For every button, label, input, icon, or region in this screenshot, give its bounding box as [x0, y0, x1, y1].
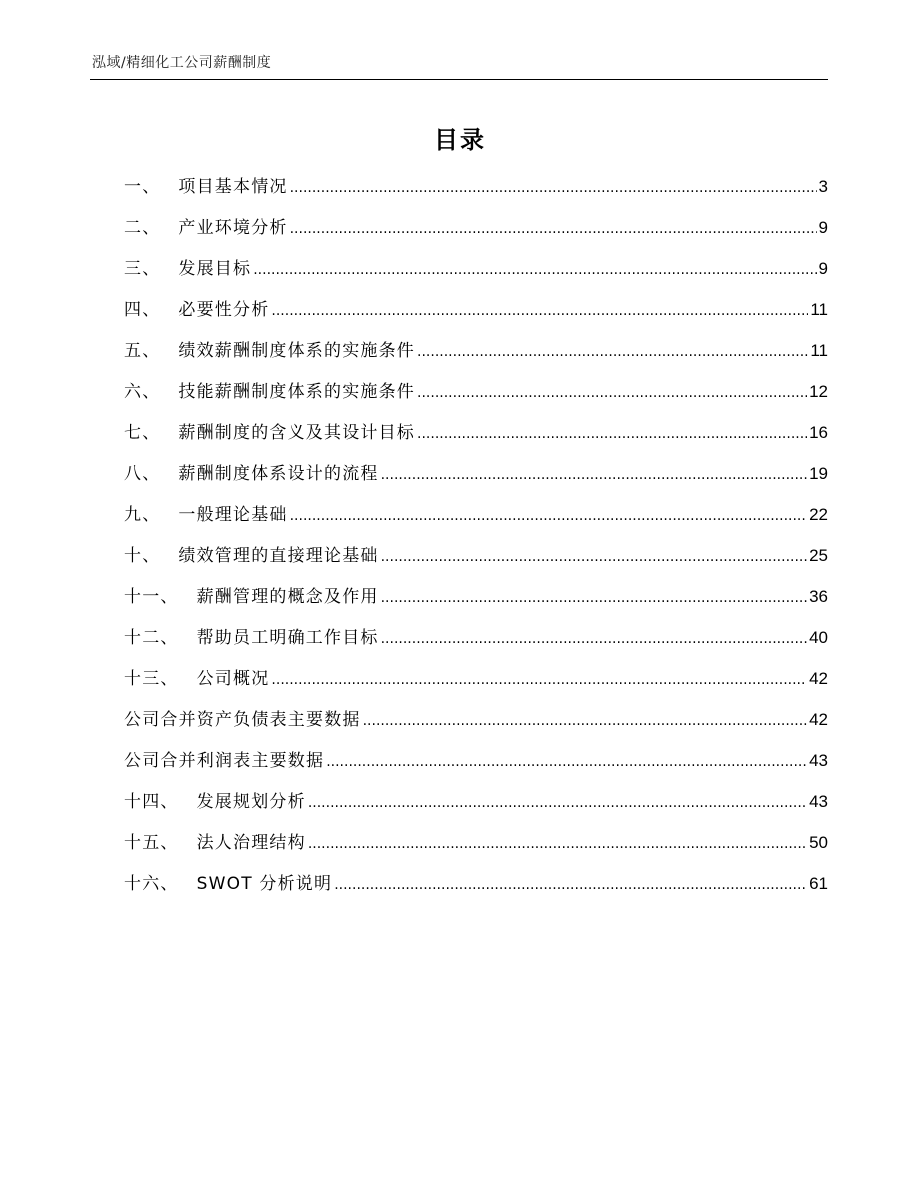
toc-entry[interactable] — [124, 582, 828, 623]
toc-entry-number: 十五、 — [124, 833, 179, 853]
toc-entry-number: 三、 — [124, 259, 161, 279]
table-of-contents — [124, 172, 828, 910]
toc-entry-page[interactable]: 19 — [809, 464, 828, 483]
toc-entry-page[interactable]: 61 — [809, 874, 828, 893]
toc-entry[interactable] — [124, 500, 828, 541]
toc-entry[interactable] — [124, 664, 828, 705]
toc-dot-leader — [326, 754, 807, 770]
toc-dot-leader — [417, 344, 808, 360]
toc-entry-title[interactable]: 公司概况 — [196, 669, 270, 689]
toc-entry-page[interactable]: 12 — [809, 382, 828, 401]
toc-entry-page[interactable]: 9 — [818, 218, 828, 237]
toc-entry-title[interactable]: 必要性分析 — [178, 300, 270, 320]
toc-entry-number: 八、 — [124, 464, 161, 484]
toc-dot-leader — [417, 385, 807, 401]
toc-entry-page[interactable]: 11 — [810, 300, 828, 319]
toc-entry-page[interactable]: 25 — [809, 546, 828, 565]
page-header: 泓域/精细化工公司薪酬制度 — [92, 55, 272, 71]
toc-entry[interactable] — [124, 336, 828, 377]
toc-entry-title[interactable]: 发展规划分析 — [196, 792, 306, 812]
toc-entry-number: 一、 — [124, 177, 161, 197]
toc-entry-number: 十三、 — [124, 669, 179, 689]
toc-entry-page[interactable]: 42 — [809, 710, 828, 729]
toc-entry[interactable] — [124, 705, 828, 746]
toc-entry-page[interactable]: 50 — [809, 833, 828, 852]
toc-entry-number: 七、 — [124, 423, 161, 443]
toc-entry-number: 六、 — [124, 382, 161, 402]
toc-entry[interactable] — [124, 295, 828, 336]
toc-entry-page[interactable]: 22 — [809, 505, 828, 524]
toc-entry[interactable] — [124, 869, 828, 910]
toc-entry[interactable] — [124, 377, 828, 418]
toc-entry-title[interactable]: SWOT 分析说明 — [196, 874, 333, 894]
toc-dot-leader — [334, 877, 807, 893]
toc-entry[interactable] — [124, 828, 828, 869]
toc-entry-title[interactable]: 技能薪酬制度体系的实施条件 — [178, 382, 416, 402]
toc-entry[interactable] — [124, 623, 828, 664]
toc-entry[interactable] — [124, 213, 828, 254]
toc-title: 目录 — [434, 126, 486, 154]
toc-entry-page[interactable]: 36 — [809, 587, 828, 606]
toc-entry[interactable] — [124, 746, 828, 787]
toc-entry-title[interactable]: 项目基本情况 — [178, 177, 288, 197]
toc-dot-leader — [363, 713, 807, 729]
toc-dot-leader — [417, 426, 807, 442]
toc-dot-leader — [290, 221, 817, 237]
toc-entry-page[interactable]: 43 — [809, 792, 828, 811]
toc-entry-title[interactable]: 薪酬管理的概念及作用 — [196, 587, 379, 607]
toc-entry-number: 四、 — [124, 300, 161, 320]
toc-dot-leader — [308, 836, 807, 852]
toc-entry[interactable] — [124, 418, 828, 459]
toc-entry-title[interactable]: 绩效薪酬制度体系的实施条件 — [178, 341, 416, 361]
toc-entry-page[interactable]: 16 — [809, 423, 828, 442]
toc-dot-leader — [290, 180, 817, 196]
toc-dot-leader — [271, 303, 808, 319]
toc-dot-leader — [290, 508, 807, 524]
toc-entry-title[interactable]: 薪酬制度的含义及其设计目标 — [178, 423, 416, 443]
toc-dot-leader — [381, 549, 807, 565]
toc-entry-number: 十六、 — [124, 874, 179, 894]
toc-entry-page[interactable]: 9 — [818, 259, 828, 278]
toc-entry-number: 十四、 — [124, 792, 179, 812]
toc-entry-number: 二、 — [124, 218, 161, 238]
toc-entry[interactable] — [124, 787, 828, 828]
toc-entry-title[interactable]: 发展目标 — [178, 259, 252, 279]
toc-entry[interactable] — [124, 541, 828, 582]
toc-dot-leader — [381, 631, 807, 647]
header-divider — [90, 79, 828, 80]
toc-entry-number: 九、 — [124, 505, 161, 525]
toc-entry-page[interactable]: 43 — [809, 751, 828, 770]
toc-entry-number: 五、 — [124, 341, 161, 361]
toc-entry-title[interactable]: 产业环境分析 — [178, 218, 288, 238]
toc-entry[interactable] — [124, 172, 828, 213]
toc-entry[interactable] — [124, 459, 828, 500]
toc-entry-title[interactable]: 法人治理结构 — [196, 833, 306, 853]
toc-dot-leader — [308, 795, 807, 811]
toc-entry-page[interactable]: 42 — [809, 669, 828, 688]
toc-entry-title[interactable]: 薪酬制度体系设计的流程 — [178, 464, 379, 484]
toc-dot-leader — [253, 262, 816, 278]
toc-entry-number: 十一、 — [124, 587, 179, 607]
toc-entry-title[interactable]: 公司合并利润表主要数据 — [124, 751, 325, 771]
toc-entry-page[interactable]: 3 — [818, 177, 828, 196]
toc-dot-leader — [271, 672, 807, 688]
toc-entry-title[interactable]: 帮助员工明确工作目标 — [196, 628, 379, 648]
toc-entry[interactable] — [124, 254, 828, 295]
toc-dot-leader — [381, 590, 807, 606]
toc-entry-page[interactable]: 11 — [810, 341, 828, 360]
toc-dot-leader — [381, 467, 807, 483]
toc-entry-number: 十、 — [124, 546, 161, 566]
toc-entry-title[interactable]: 公司合并资产负债表主要数据 — [124, 710, 361, 730]
toc-entry-page[interactable]: 40 — [809, 628, 828, 647]
toc-entry-title[interactable]: 一般理论基础 — [178, 505, 288, 525]
toc-entry-number: 十二、 — [124, 628, 179, 648]
toc-entry-title[interactable]: 绩效管理的直接理论基础 — [178, 546, 379, 566]
